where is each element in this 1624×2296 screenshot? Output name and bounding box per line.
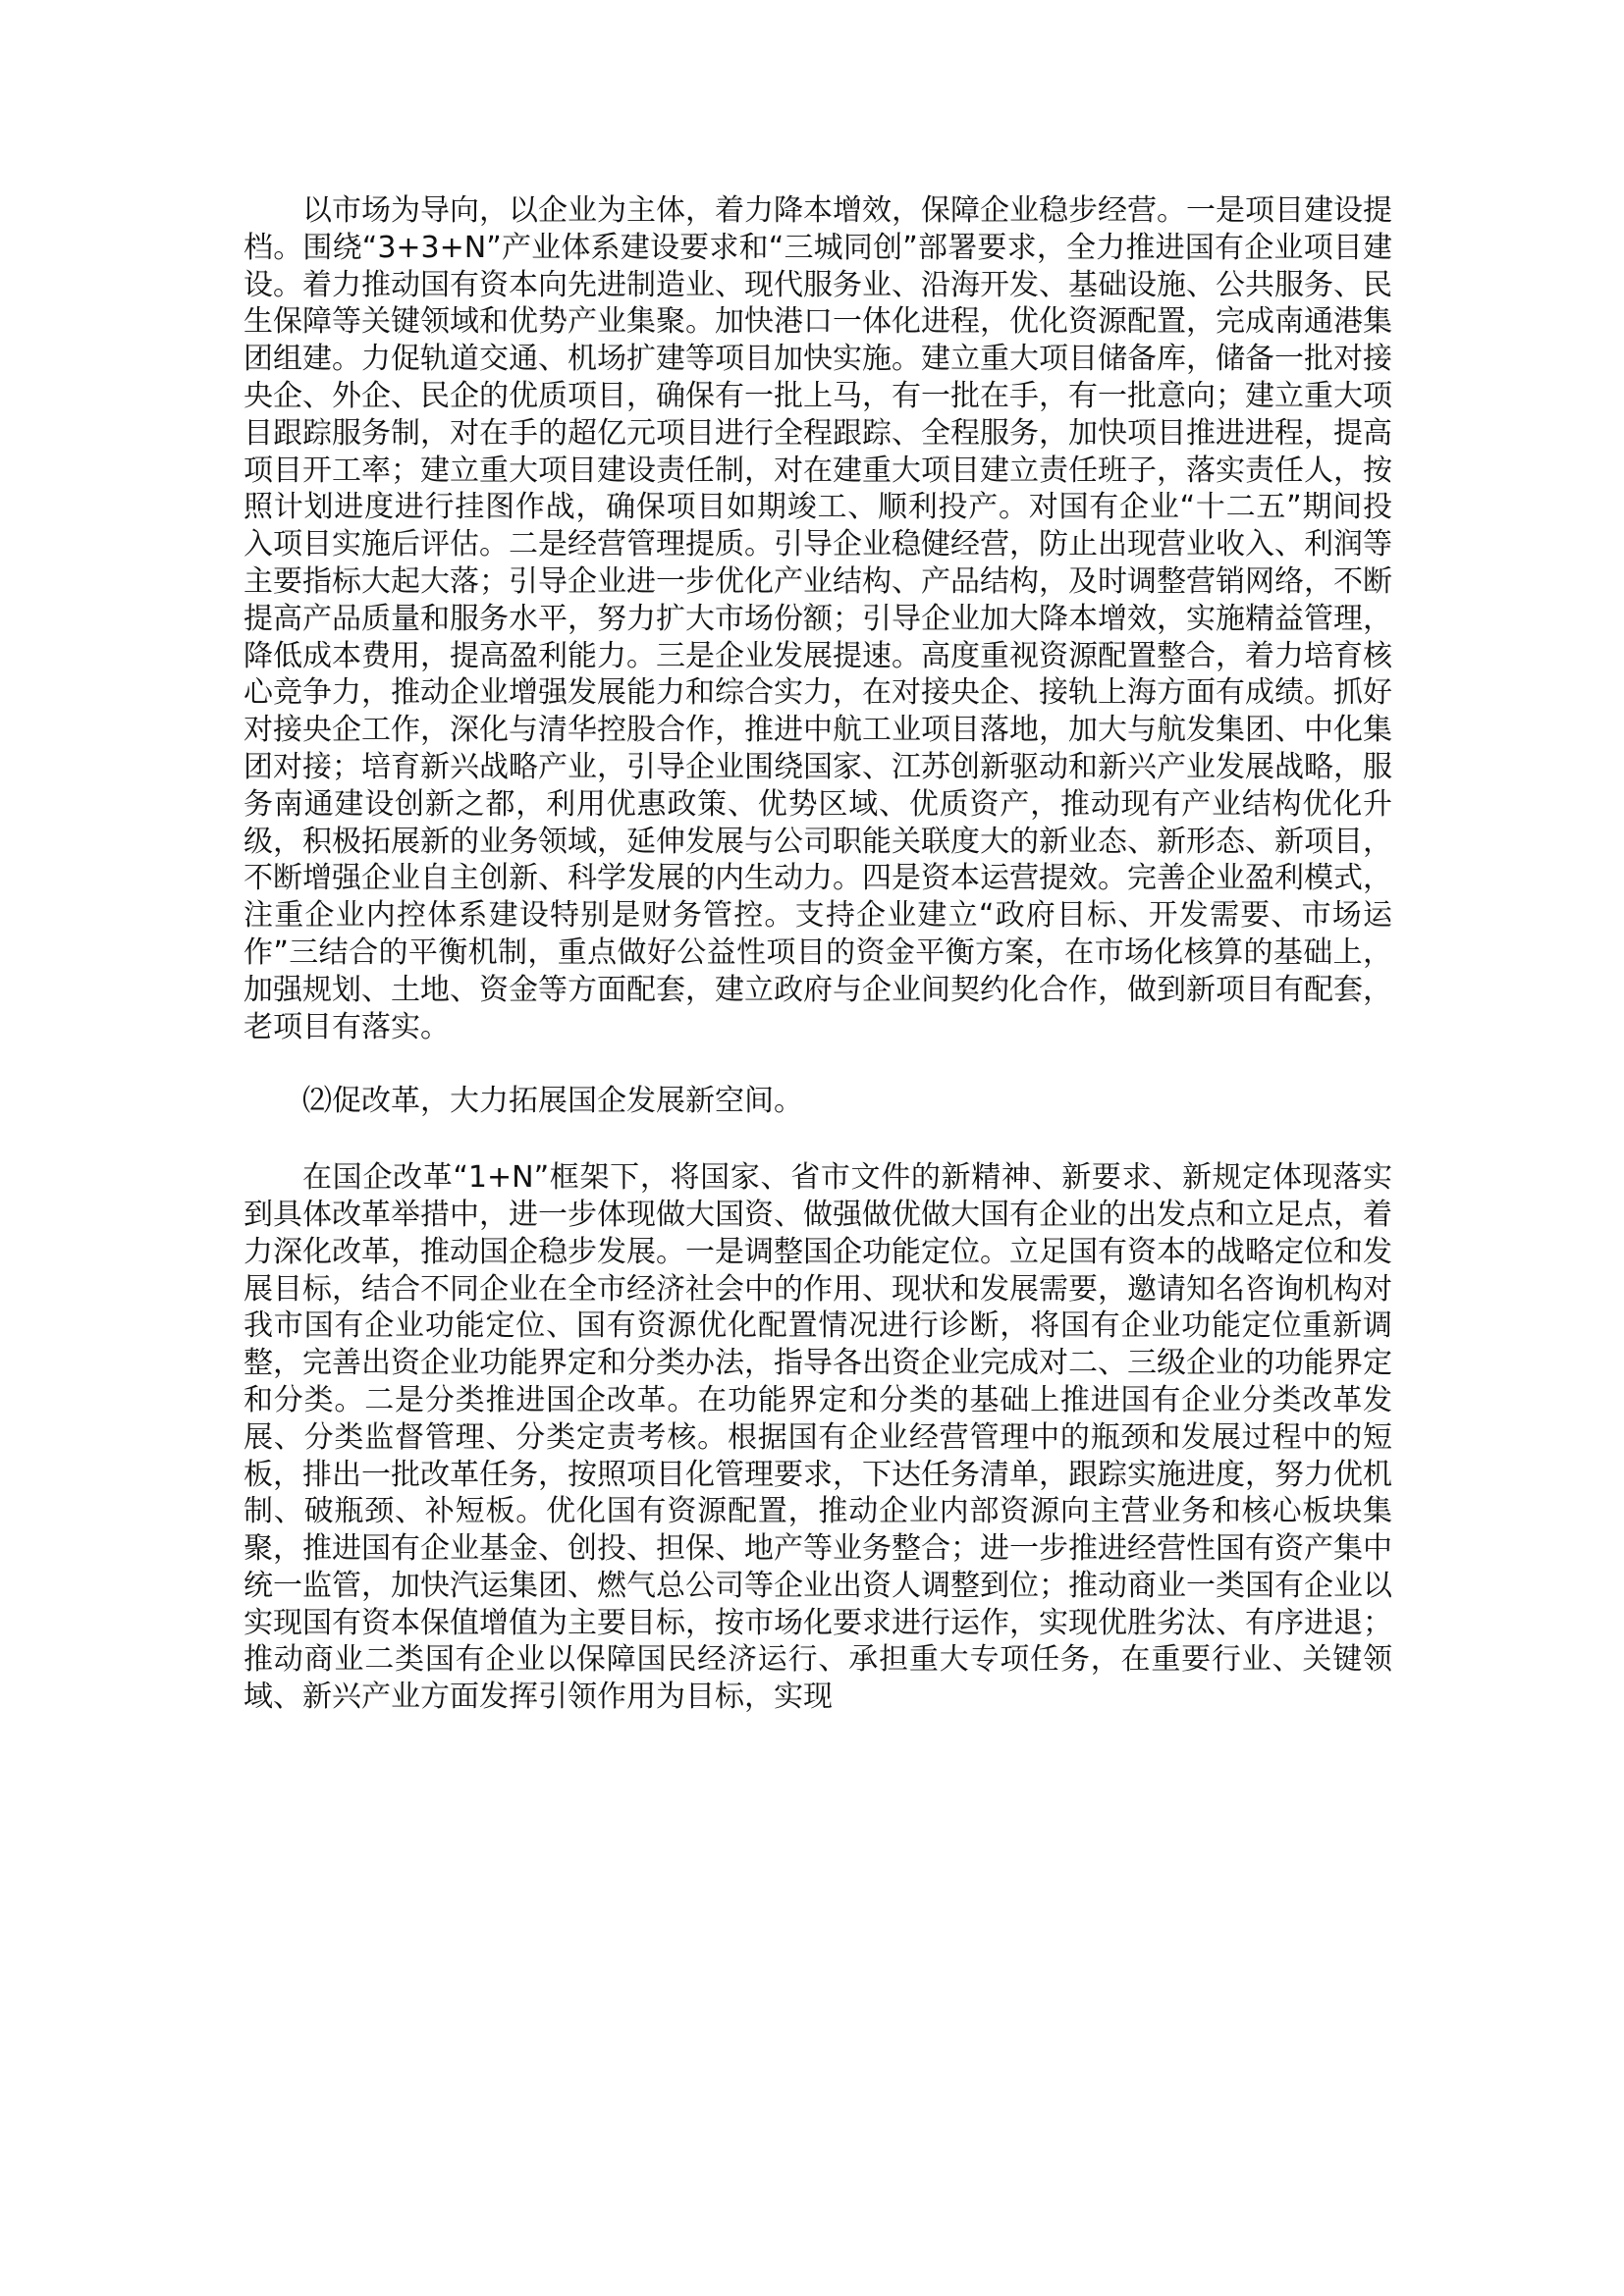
body-paragraph: 在国企改革“1+N”框架下，将国家、省市文件的新精神、新要求、新规定体现落实到具体改革举措中，进一步体现做大国资、做强做优做大国有企业的出发点和立足点，着力深化改革，推动国企稳步发展。一是调整国企功能定位。立足国有资本的战略定位和发展目标，结合不同企业在全市经济社会中的作用、现状和发展需要，邀请知名咨询机构对我市国有企业功能定位、国有资源优化配置情况进行诊断，将国有企业功能定位重新调整，完善出资企业功能界定和分类办法，指导各出资企业完成对二、三级企业的功能界定和分类。二是分类推进国企改革。在功能界定和分类的基础上推进国有企业分类改革发展、分类监督管理、分类定责考核。根据国有企业经营管理中的瓶颈和发展过程中的短板，排出一批改革任务，按照项目化管理要求，下达任务清单，跟踪实施进度，努力优机制、破瓶颈、补短板。优化国有资源配置，推动企业内部资源向主营业务和核心板块集聚，推进国有企业基金、创投、担保、地产等业务整合；进一步推进经营性国有资产集中统一监管，加快汽运集团、燃气总公司等企业出资人调整到位；推动商业一类国有企业以实现国有资本保值增值为主要目标，按市场化要求进行运作，实现优胜劣汰、有序进退；推动商业二类国有企业以保障国民经济运行、承担重大专项任务，在重要行业、关键领域、新兴产业方面发挥引领作用为目标，实现: [244, 1160, 1392, 1715]
section-heading: ⑵促改革，大力拓展国企发展新空间。: [302, 1084, 803, 1119]
document-body: [244, 192, 1392, 1716]
body-paragraph: 以市场为导向，以企业为主体，着力降本增效，保障企业稳步经营。一是项目建设提档。围绕“3+3+N”产业体系建设要求和“三城同创”部署要求，全力推进国有企业项目建设。着力推动国有资本向先进制造业、现代服务业、沿海开发、基础设施、公共服务、民生保障等关键领域和优势产业集聚。加快港口一体化进程，优化资源配置，完成南通港集团组建。力促轨道交通、机场扩建等项目加快实施。建立重大项目储备库，储备一批对接央企、外企、民企的优质项目，确保有一批上马，有一批在手，有一批意向；建立重大项目跟踪服务制，对在手的超亿元项目进行全程跟踪、全程服务，加快项目推进进程，提高项目开工率；建立重大项目建设责任制，对在建重大项目建立责任班子，落实责任人，按照计划进度进行挂图作战，确保项目如期竣工、顺利投产。对国有企业“十二五”期间投入项目实施后评估。二是经营管理提质。引导企业稳健经营，防止出现营业收入、利润等主要指标大起大落；引导企业进一步优化产业结构、产品结构，及时调整营销网络，不断提高产品质量和服务水平，努力扩大市场份额；引导企业加大降本增效，实施精益管理，降低成本费用，提高盈利能力。三是企业发展提速。高度重视资源配置整合，着力培育核心竞争力，推动企业增强发展能力和综合实力，在对接央企、接轨上海方面有成绩。抓好对接央企工作，深化与清华控股合作，推进中航工业项目落地，加大与航发集团、中化集团对接；培育新兴战略产业，引导企业围绕国家、江苏创新驱动和新兴产业发展战略，服务南通建设创新之都，利用优惠政策、优势区域、优质资产，推动现有产业结构优化升级，积极拓展新的业务领域，延伸发展与公司职能关联度大的新业态、新形态、新项目，不断增强企业自主创新、科学发展的内生动力。四是资本运营提效。完善企业盈利模式，注重企业内控体系建设特别是财务管控。支持企业建立“政府目标、开发需要、市场运作”三结合的平衡机制，重点做好公益性项目的资金平衡方案，在市场化核算的基础上，加强规划、土地、资金等方面配套，建立政府与企业间契约化合作，做到新项目有配套，老项目有落实。: [244, 193, 1392, 1044]
